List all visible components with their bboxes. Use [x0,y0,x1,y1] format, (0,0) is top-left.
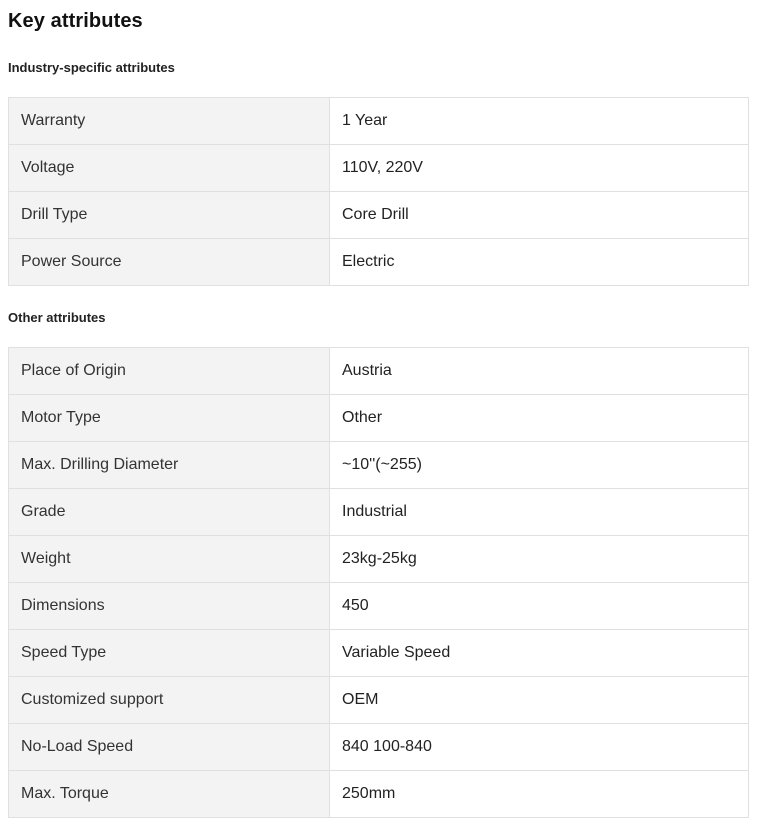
attribute-value: 23kg-25kg [330,536,749,583]
attribute-label: Voltage [9,145,330,192]
table-row [9,630,749,677]
attribute-value: Electric [330,239,749,286]
attribute-label: Warranty [9,98,330,145]
table-row [9,348,749,395]
attribute-value: 110V, 220V [330,145,749,192]
table-row [9,98,749,145]
attribute-value: 1 Year [330,98,749,145]
attribute-value: 450 [330,583,749,630]
table-row [9,489,749,536]
attribute-label: Max. Torque [9,771,330,818]
industry-attributes-table [8,97,749,286]
table-row [9,192,749,239]
attribute-label: Place of Origin [9,348,330,395]
table-row [9,583,749,630]
attribute-value: ~10''(~255) [330,442,749,489]
attribute-value: Core Drill [330,192,749,239]
attribute-value: OEM [330,677,749,724]
attribute-label: Customized support [9,677,330,724]
attribute-label: No-Load Speed [9,724,330,771]
attribute-value: Austria [330,348,749,395]
attribute-label: Grade [9,489,330,536]
table-row [9,442,749,489]
attribute-label: Speed Type [9,630,330,677]
attribute-label: Weight [9,536,330,583]
other-attributes-table [8,347,749,818]
table-row [9,395,749,442]
other-section-title: Other attributes [8,310,106,325]
attribute-value: 840 100-840 [330,724,749,771]
attribute-value: Variable Speed [330,630,749,677]
table-row [9,677,749,724]
attribute-value: 250mm [330,771,749,818]
table-row [9,536,749,583]
table-row [9,724,749,771]
attribute-label: Motor Type [9,395,330,442]
attribute-value: Industrial [330,489,749,536]
industry-section-title: Industry-specific attributes [8,60,175,75]
table-row [9,145,749,192]
attribute-label: Max. Drilling Diameter [9,442,330,489]
attribute-value: Other [330,395,749,442]
table-row [9,771,749,818]
page-title: Key attributes [8,10,143,32]
attribute-label: Dimensions [9,583,330,630]
attribute-label: Power Source [9,239,330,286]
table-row [9,239,749,286]
attribute-label: Drill Type [9,192,330,239]
